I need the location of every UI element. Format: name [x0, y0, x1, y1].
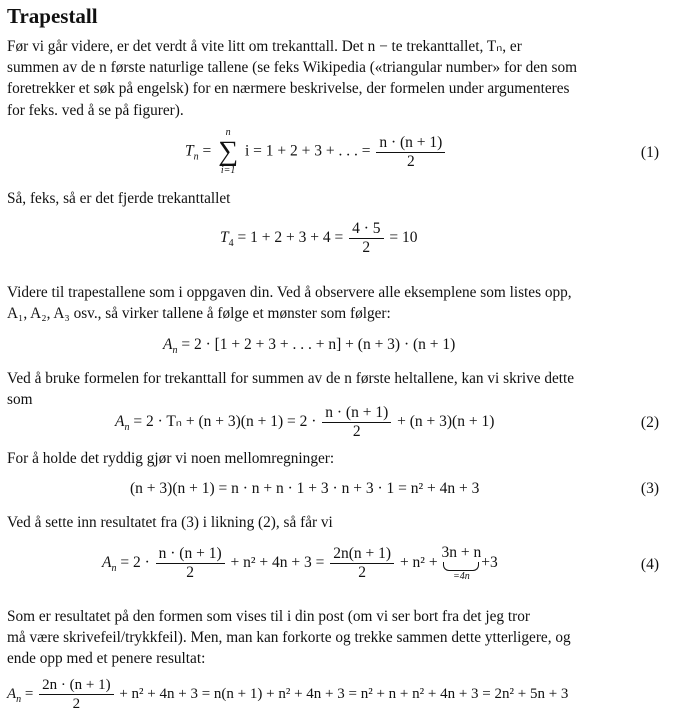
fraction: $\frac{n \cdot (n + 1)}{2}$ [156, 545, 225, 582]
fraction: $\frac{n \cdot (n + 1)}{2}$ [376, 134, 445, 171]
paragraph-formula-use: Ved å bruke formelen for trekanttall for summen av de n første heltallene, kan vi skrive dette som [7, 370, 575, 409]
equation-number: (3) [640, 480, 659, 497]
equation-2: $A_n = 2 \cdot T_n + (n + 3)(n + 1) = 2$ · $\frac{n \cdot (n + 1)}{2}$ + (n + 3)(n + 1) [115, 404, 495, 440]
paragraph-trapezoid: Videre til trapestallene som i oppgaven din. Ved å observere alle eksemplene som listes opp, A₁, A₂, A₃ osv., så virker tallene å følge et mønster som følger: [7, 284, 572, 323]
equation-number: (1) [640, 144, 659, 161]
equation-4: $A_n = 2$ · $\frac{n \cdot (n + 1)}{2}$ + n² + 4n + 3 = $\frac{2n(n + 1)}{2}$ + n² + 3n + n =4n +3 [102, 544, 498, 582]
equation-3: (n + 3)(n + 1) = n · n + n · 1 + 3 · n + 3 · 1 = n² + 4n + 3 [130, 480, 480, 497]
paragraph-line: foretrekker et søk på engelsk) for en nærmere beskrivelse, der formelen under argumenteres [7, 80, 570, 98]
fraction: $\frac{2n \cdot (n + 1)}{2}$ [39, 676, 113, 713]
sum-symbol: n ∑ i=1 [218, 127, 239, 176]
equation-1: $T_n$ = n ∑ i=1 i = 1 + 2 + 3 + . . . = $\frac{n \cdot (n + 1)}{2}$ [185, 128, 447, 176]
equation-final: $A_n$ = $\frac{2n \cdot (n + 1)}{2}$ + n² + 4n + 3 = n(n + 1) + n² + 4n + 3 = n² + n + n² + 4n + 3 = 2n² + 5n + 3 [7, 677, 569, 712]
paragraph-intermediate: For å holde det ryddig gjør vi noen mellomregninger: [7, 450, 335, 467]
equation-number: (4) [640, 556, 659, 573]
paragraph-substitution: Ved å sette inn resultatet fra (3) i likning (2), så får vi [7, 514, 333, 531]
section-heading: Trapestall [7, 4, 98, 28]
paragraph-result: Som er resultatet på den formen som vises til i din post (om vi ser bort fra det jeg tror må være skrivefeil/trykkfeil). Men, man kan forkorte og trekke sammen dette ytterligere, og ende opp med et penere resultat: [7, 608, 571, 668]
fraction: $\frac{4 \cdot 5}{2}$ [349, 220, 383, 257]
fraction: $\frac{2n(n + 1)}{2}$ [330, 545, 394, 582]
equation-an-pattern: $A_n = 2 \cdot [1 + 2 + 3$ + . . . + n] + (n + 3) · (n + 1) [163, 336, 456, 357]
paragraph-line: for feks. ved å se på figurer). [7, 101, 184, 119]
paragraph-line: Før vi går videre, er det verdt å vite litt om trekanttall. Det n − te trekanttallet, Tₙ, er [7, 38, 522, 55]
equation-t4: $T_4 = 1 + 2 + 3 + 4$ = $\frac{4 \cdot 5}{2}$ = 10 [220, 220, 418, 256]
paragraph-line: summen av de n første naturlige tallene (se feks Wikipedia («triangular number» for den som [7, 59, 578, 77]
underbrace: 3n + n =4n [441, 544, 482, 582]
fraction: $\frac{n \cdot (n + 1)}{2}$ [322, 404, 391, 441]
paragraph-example: Så, feks, så er det fjerde trekanttallet [7, 190, 231, 207]
equation-number: (2) [640, 414, 659, 431]
paragraph-intro [7, 36, 662, 121]
